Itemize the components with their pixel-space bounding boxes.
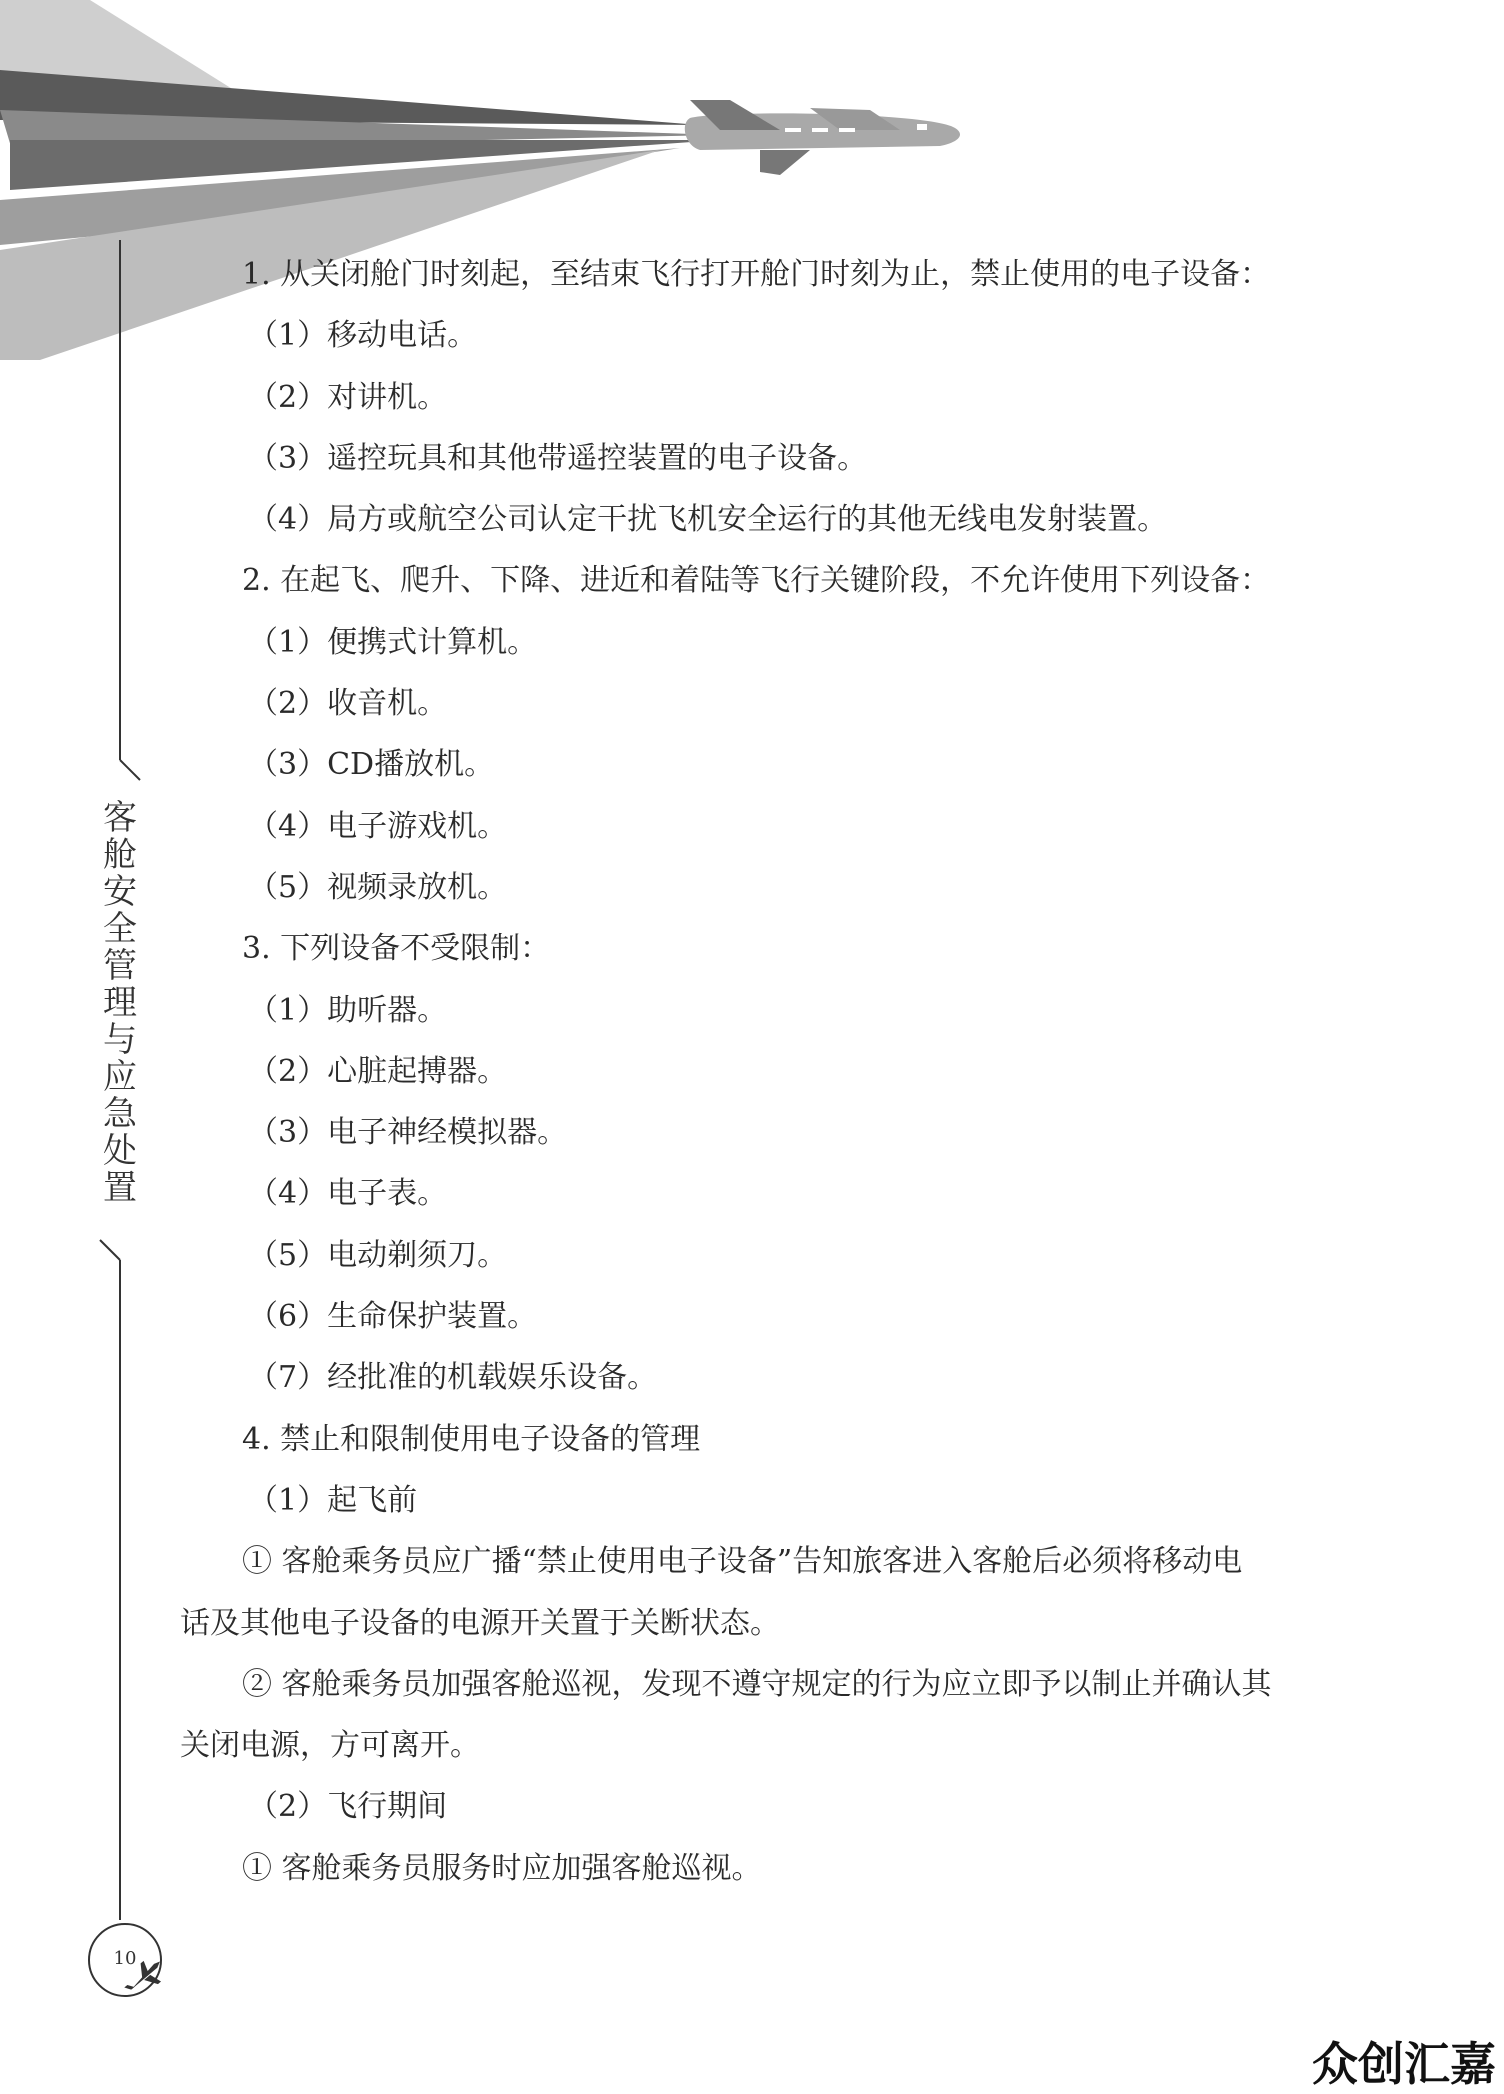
paragraph: 3. 下列设备不受限制： (242, 931, 551, 967)
paragraph: （2）对讲机。 (248, 379, 448, 415)
paragraph: （1）便携式计算机。 (248, 624, 538, 660)
paragraph: （1）助听器。 (248, 992, 448, 1028)
body-text (180, 244, 1310, 1899)
paragraph: ② 客舱乘务员加强客舱巡视，发现不遵守规定的行为应立即予以制止并确认其 (242, 1666, 1272, 1702)
paragraph: ① 客舱乘务员服务时应加强客舱巡视。 (242, 1850, 762, 1886)
paragraph: （3）电子神经模拟器。 (248, 1115, 568, 1151)
side-title: 客舱安全管理与应急处置 (103, 798, 137, 1208)
paragraph: （3）CD播放机。 (248, 747, 495, 783)
paragraph: （6）生命保护装置。 (248, 1299, 538, 1335)
paragraph: （2）飞行期间 (248, 1789, 448, 1825)
paragraph: 4. 禁止和限制使用电子设备的管理 (242, 1421, 701, 1457)
paragraph: 2. 在起飞、爬升、下降、进近和着陆等飞行关键阶段，不允许使用下列设备： (242, 563, 1271, 599)
airplane-icon (685, 100, 960, 175)
paragraph: （4）局方或航空公司认定干扰飞机安全运行的其他无线电发射装置。 (248, 502, 1168, 538)
page-number: 10 (113, 1948, 137, 1969)
paragraph: （3）遥控玩具和其他带遥控装置的电子设备。 (248, 440, 868, 476)
side-rule (0, 0, 200, 2094)
paragraph: （2）心脏起搏器。 (248, 1053, 508, 1089)
paragraph: 关闭电源，方可离开。 (180, 1728, 480, 1764)
paragraph: 1. 从关闭舱门时刻起，至结束飞行打开舱门时刻为止，禁止使用的电子设备： (242, 257, 1271, 292)
paragraph: 话及其他电子设备的电源开关置于关断状态。 (180, 1605, 780, 1641)
paragraph: （4）电子表。 (248, 1176, 448, 1212)
paragraph: （5）视频录放机。 (248, 869, 508, 905)
paragraph: ① 客舱乘务员应广播“禁止使用电子设备”告知旅客进入客舱后必须将移动电 (242, 1544, 1243, 1580)
paragraph: （5）电动剃须刀。 (248, 1237, 508, 1273)
paragraph: （1）起飞前 (248, 1482, 418, 1518)
paragraph: （2）收音机。 (248, 686, 448, 722)
paragraph: （4）电子游戏机。 (248, 808, 508, 844)
watermark: 众创汇嘉 (1312, 2037, 1496, 2091)
paragraph: （7）经批准的机载娱乐设备。 (248, 1360, 658, 1396)
paragraph: （1）移动电话。 (248, 318, 478, 354)
